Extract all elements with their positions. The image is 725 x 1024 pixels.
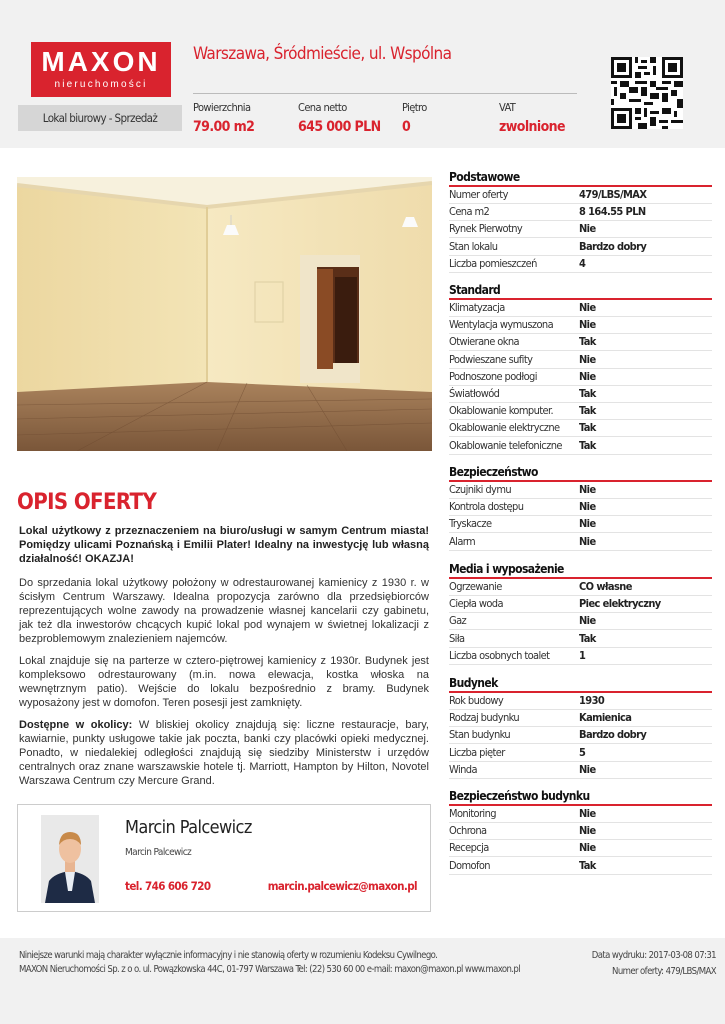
- spec-label: Gaz: [449, 614, 467, 628]
- spec-row: [449, 256, 712, 273]
- spec-row: [449, 204, 712, 221]
- area-value: 79.00 m2: [193, 119, 255, 135]
- description-lead: [19, 524, 429, 566]
- spec-row: [449, 317, 712, 334]
- spec-label: Stan lokalu: [449, 239, 498, 253]
- spec-value: Bardzo dobry: [579, 239, 647, 253]
- header-divider: [193, 93, 577, 94]
- spec-label: Liczba pięter: [449, 745, 505, 759]
- vat-field: [499, 101, 565, 135]
- spec-label: Winda: [449, 762, 477, 776]
- spec-row: [449, 858, 712, 875]
- spec-value: Nie: [579, 534, 596, 548]
- spec-value: 1: [579, 648, 586, 662]
- area-label: Powierzchnia: [193, 101, 251, 114]
- spec-row: [449, 187, 712, 204]
- spec-label: Rodzaj budynku: [449, 711, 520, 725]
- agent-subtitle: Marcin Palcewicz: [125, 847, 192, 858]
- spec-row: [449, 840, 712, 857]
- spec-label: Ogrzewanie: [449, 580, 502, 593]
- spec-label: Rok budowy: [449, 694, 504, 707]
- agent-email-link[interactable]: marcin.palcewicz@maxon.pl: [267, 879, 417, 893]
- spec-value: Nie: [579, 301, 596, 314]
- spec-label: Domofon: [449, 858, 490, 872]
- spec-label: Numer oferty: [449, 188, 508, 201]
- agent-card: [17, 804, 431, 912]
- offer-type-badge: Lokal biurowy - Sprzedaż: [18, 105, 182, 131]
- spec-row: [449, 596, 712, 613]
- spec-value: 4: [579, 256, 586, 270]
- footer-meta: [592, 949, 716, 979]
- spec-label: Kontrola dostępu: [449, 500, 524, 514]
- spec-value: Tak: [579, 387, 596, 400]
- floor-field: [402, 101, 427, 135]
- print-date: Data wydruku: 2017-03-08 07:31: [591, 950, 716, 961]
- spec-value: Bardzo dobry: [579, 728, 647, 742]
- agent-phone-link[interactable]: tel. 746 606 720: [125, 879, 211, 893]
- spec-label: Ochrona: [449, 824, 487, 838]
- header: [0, 0, 725, 148]
- spec-value: Tak: [579, 631, 596, 645]
- disclaimer-line-2: MAXON Nieruchomości Sp. z o o. ul. Powązkowska 44C, 01-797 Warszawa Tel: (22) 530 60 00 e-mail: maxon@maxon.pl www.maxon.pl: [19, 964, 521, 975]
- spec-label: Liczba osobnych toalet: [449, 648, 550, 662]
- spec-row: [449, 631, 712, 648]
- spec-value: Nie: [579, 483, 596, 496]
- spec-row: [449, 534, 712, 551]
- spec-value: Piec elektryczny: [579, 597, 661, 611]
- price-label: Cena netto: [298, 101, 347, 114]
- spec-row: [449, 648, 712, 665]
- logo-text: MAXON: [41, 46, 161, 77]
- spec-row: [449, 613, 712, 630]
- spec-value: CO własne: [579, 580, 632, 593]
- nearby-text: W bliskiej okolicy znajdują się: liczne restauracje, bary, kawiarnie, punkty usługowe takie jak poczta, banki czy placówki opieki medycznej. Ponadto, w niedalekiej odległości znajdują się siedziby Ministerstw i urzędów centralnych oraz znane warszawskie hotele tj. Marriott, Hampton by Hilton, Novotel Warszawa Centrum czy Mercure Grand.: [19, 719, 429, 787]
- disclaimer-line-1: Niniejsze warunki mają charakter wyłącznie informacyjny i nie stanowią oferty w rozumieniu Kodeksu Cywilnego.: [19, 950, 438, 961]
- spec-label: Światłowód: [449, 387, 500, 400]
- footer: [0, 938, 725, 1024]
- spec-value: Tak: [579, 335, 596, 349]
- description-paragraph-1: Do sprzedania lokal użytkowy położony w odrestaurowanej kamienicy z 1930 r. w ścisłym Centrum Warszawy. Idealna propozycja zarówno dla przedsiębiorców reprezentujących wolne zawody na prowadzenie własnej kancelarii czy gabinetu, jak też dla inwestorów chcących kupić lokal pod wynajem w świetnej lokalizacji z bezproblemowym znalezieniem najemców.: [19, 577, 429, 645]
- agent-name: Marcin Palcewicz: [125, 817, 252, 838]
- section-title: Budynek: [449, 676, 498, 690]
- spec-row: [449, 386, 712, 403]
- spec-row: [449, 499, 712, 516]
- spec-row: [449, 438, 712, 455]
- spec-label: Cena m2: [449, 205, 490, 219]
- floor-value: 0: [402, 119, 411, 135]
- spec-label: Rynek Pierwotny: [449, 222, 523, 236]
- spec-row: [449, 239, 712, 256]
- spec-value: Nie: [579, 369, 596, 383]
- spec-label: Okablowanie telefoniczne: [449, 438, 562, 452]
- spec-label: Podwieszane sufity: [449, 352, 533, 366]
- spec-row: [449, 403, 712, 420]
- section-title: Media i wyposażenie: [449, 562, 564, 576]
- spec-value: 8 164.55 PLN: [579, 205, 646, 219]
- section-title: Bezpieczeństwo budynku: [449, 789, 590, 803]
- vat-label: VAT: [499, 101, 516, 114]
- section-title: Podstawowe: [449, 170, 520, 184]
- spec-value: 479/LBS/MAX: [579, 188, 647, 201]
- spec-row: [449, 693, 712, 710]
- spec-value: Nie: [579, 807, 596, 820]
- footer-offer-number: Numer oferty: 479/LBS/MAX: [612, 966, 716, 977]
- spec-row: [449, 727, 712, 744]
- spec-row: [449, 300, 712, 317]
- floor-label: Piętro: [402, 101, 427, 114]
- spec-value: Nie: [579, 318, 596, 332]
- spec-value: Tak: [579, 858, 596, 872]
- spec-row: [449, 745, 712, 762]
- spec-value: Nie: [579, 352, 596, 366]
- spec-label: Wentylacja wymuszona: [449, 318, 554, 332]
- description-paragraph-2: Lokal znajduje się na parterze w cztero-piętrowej kamienicy z 1930r. Budynek jest kompleksowo odrestaurowany (m.in. nowa elewacja, kostka włoska na wewnętrznym patio). Wejście do lokalu bezpośrednio z bramy. Budynek wyposażony jest w domofon. Teren posesji jest zamknięty.: [19, 655, 429, 709]
- spec-row: [449, 762, 712, 779]
- spec-label: Podnoszone podłogi: [449, 369, 537, 383]
- qr-code-icon[interactable]: [611, 57, 683, 129]
- spec-row: [449, 369, 712, 386]
- maxon-logo[interactable]: [31, 42, 171, 97]
- spec-label: Siła: [449, 631, 465, 645]
- spec-value: Nie: [579, 841, 596, 855]
- spec-value: Nie: [579, 824, 596, 838]
- nearby-heading: Dostępne w okolicy:: [19, 719, 133, 731]
- section-title: Standard: [449, 283, 501, 297]
- spec-label: Klimatyzacja: [449, 301, 505, 314]
- spec-label: Czujniki dymu: [449, 483, 512, 496]
- lead-text: Lokal użytkowy z przeznaczeniem na biuro/usługi w samym Centrum miasta! Pomiędzy ulicami Poznańską i Emilii Plater! Idealny na inwestycję lub własną działalność! OKAZJA!: [19, 525, 429, 565]
- spec-row: [449, 334, 712, 351]
- spec-label: Okablowanie komputer.: [449, 404, 554, 418]
- spec-row: [449, 579, 712, 596]
- spec-value: Tak: [579, 438, 596, 452]
- spec-row: [449, 823, 712, 840]
- spec-row: [449, 352, 712, 369]
- spec-row: [449, 420, 712, 437]
- spec-row: [449, 806, 712, 823]
- spec-value: Nie: [579, 222, 596, 236]
- spec-row: [449, 221, 712, 238]
- vat-value: zwolnione: [499, 119, 565, 135]
- spec-row: [449, 482, 712, 499]
- footer-disclaimer: [19, 949, 579, 977]
- logo-subtext: nieruchomości: [54, 79, 148, 90]
- spec-label: Liczba pomieszczeń: [449, 256, 537, 270]
- spec-row: [449, 710, 712, 727]
- spec-value: Tak: [579, 421, 596, 435]
- spec-value: Nie: [579, 614, 596, 628]
- description-paragraph-3: [19, 718, 429, 788]
- spec-label: Stan budynku: [449, 728, 511, 742]
- spec-value: Kamienica: [579, 711, 632, 725]
- area-field: [193, 101, 254, 135]
- spec-label: Ciepła woda: [449, 597, 503, 611]
- spec-label: Otwierane okna: [449, 335, 519, 349]
- spec-value: 1930: [579, 694, 605, 707]
- price-field: [298, 101, 381, 135]
- spec-value: Tak: [579, 404, 596, 418]
- location-title: Warszawa, Śródmieście, ul. Wspólna: [193, 44, 452, 64]
- agent-photo: [41, 815, 99, 903]
- spec-label: Tryskacze: [449, 517, 492, 531]
- spec-row: [449, 516, 712, 533]
- section-title: Bezpieczeństwo: [449, 465, 538, 479]
- spec-value: Nie: [579, 762, 596, 776]
- spec-label: Recepcja: [449, 841, 489, 855]
- spec-value: Nie: [579, 517, 596, 531]
- spec-label: Monitoring: [449, 807, 496, 820]
- description-heading: OPIS OFERTY: [17, 490, 157, 515]
- spec-value: Nie: [579, 500, 596, 514]
- property-photo[interactable]: [17, 177, 432, 451]
- spec-label: Okablowanie elektryczne: [449, 421, 560, 435]
- spec-label: Alarm: [449, 534, 476, 548]
- spec-value: 5: [579, 745, 586, 759]
- price-value: 645 000 PLN: [298, 119, 381, 135]
